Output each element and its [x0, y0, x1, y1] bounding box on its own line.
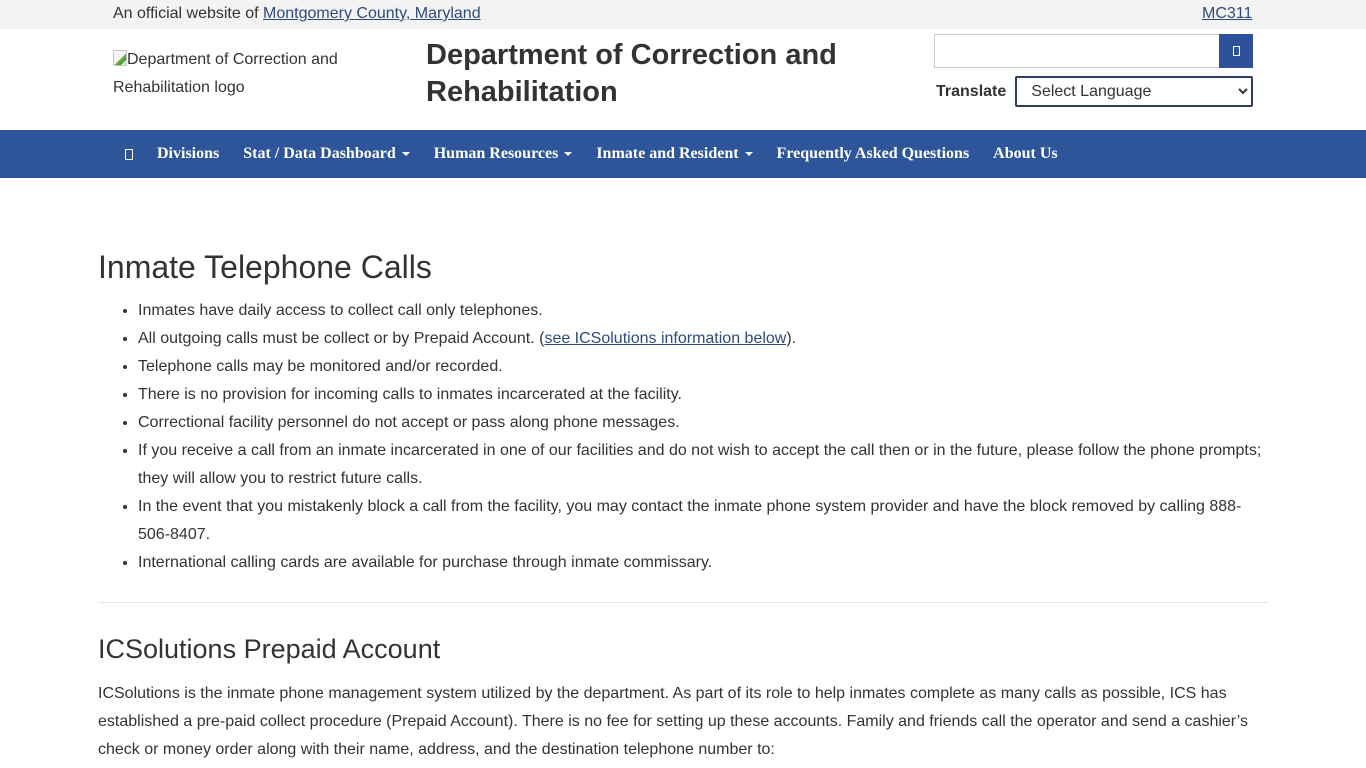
nav-home[interactable] [113, 130, 145, 178]
list-item-text: ). [786, 330, 797, 347]
translate-widget [936, 76, 1253, 107]
official-prefix: An official website of [113, 5, 264, 22]
nav-label: Stat / Data Dashboard [243, 145, 396, 162]
nav-divisions[interactable] [145, 130, 231, 178]
home-icon [125, 149, 133, 160]
list-item-text: All outgoing calls must be collect or by Prepaid Account. ( [138, 330, 545, 347]
list-item: • If you receive a call from an inmate incarcerated in one of our facilities and do not wish to accept the call then or in the future, please follow the phone prompts; they will allow you to restrict future calls. [138, 437, 1268, 493]
icsolutions-paragraph: ICSolutions is the inmate phone management system utilized by the department. As part of its role to help inmates complete as many calls as possible, ICS has established a pre-paid collect procedure (Prepaid Account). There is no fee for setting up these accounts. Family and friends call the operator and send a cashier’s check or money order along with their name, address, and the destination telephone number to: [98, 685, 1248, 758]
caret-down-icon [564, 152, 572, 156]
list-item: • Inmates have daily access to collect call only telephones. [138, 297, 1268, 325]
mc311-link[interactable]: MC311 [1202, 5, 1253, 22]
main-navigation [0, 130, 1366, 178]
nav-label: Human Resources [433, 145, 559, 162]
list-item: • There is no provision for incoming calls to inmates incarcerated at the facility. [138, 381, 1268, 409]
list-item: • International calling cards are available for purchase through inmate commissary. [138, 549, 1268, 577]
list-item [138, 325, 1268, 353]
page-title: Inmate Telephone Calls [98, 249, 432, 285]
nav-label: Frequently Asked Questions [776, 145, 970, 162]
list-item: • Correctional facility personnel do not accept or pass along phone messages. [138, 409, 1268, 437]
section-divider [98, 602, 1268, 603]
caret-down-icon [402, 152, 410, 156]
site-title: Department of Correction and Rehabilitation [426, 39, 837, 108]
department-logo[interactable] [113, 46, 373, 102]
montgomery-county-link[interactable]: Montgomery County, Maryland [263, 5, 481, 22]
nav-inmate-and-resident[interactable] [584, 130, 764, 178]
icsolutions-info-link[interactable]: see ICSolutions information below [544, 330, 787, 347]
nav-about-us[interactable] [981, 130, 1069, 178]
list-item: • In the event that you mistakenly block a call from the facility, you may contact the inmate phone system provider and have the block removed by calling 888-506-8407. [138, 493, 1268, 549]
nav-human-resources[interactable] [422, 130, 585, 178]
logo-alt-text: Department of Correction and Rehabilitation logo [113, 51, 338, 96]
language-select[interactable] [1015, 76, 1253, 107]
official-website-bar [0, 0, 1366, 29]
main-content [98, 178, 1268, 764]
search-icon [1233, 46, 1240, 56]
translate-label: Translate [936, 82, 1007, 100]
nav-faq[interactable] [765, 130, 982, 178]
search-button[interactable] [1219, 34, 1253, 68]
list-item: • Telephone calls may be monitored and/or recorded. [138, 353, 1268, 381]
nav-label: About Us [993, 145, 1058, 162]
official-website-notice [113, 5, 481, 23]
broken-image-icon [113, 50, 127, 66]
site-header [0, 29, 1366, 130]
nav-stat-data-dashboard[interactable] [231, 130, 421, 178]
telephone-rules-list [98, 297, 1268, 577]
nav-label: Divisions [157, 145, 220, 162]
search-input[interactable] [934, 34, 1219, 68]
caret-down-icon [745, 152, 753, 156]
section-heading-icsolutions: ICSolutions Prepaid Account [98, 634, 441, 664]
nav-label: Inmate and Resident [596, 145, 739, 162]
search-form [934, 34, 1253, 68]
